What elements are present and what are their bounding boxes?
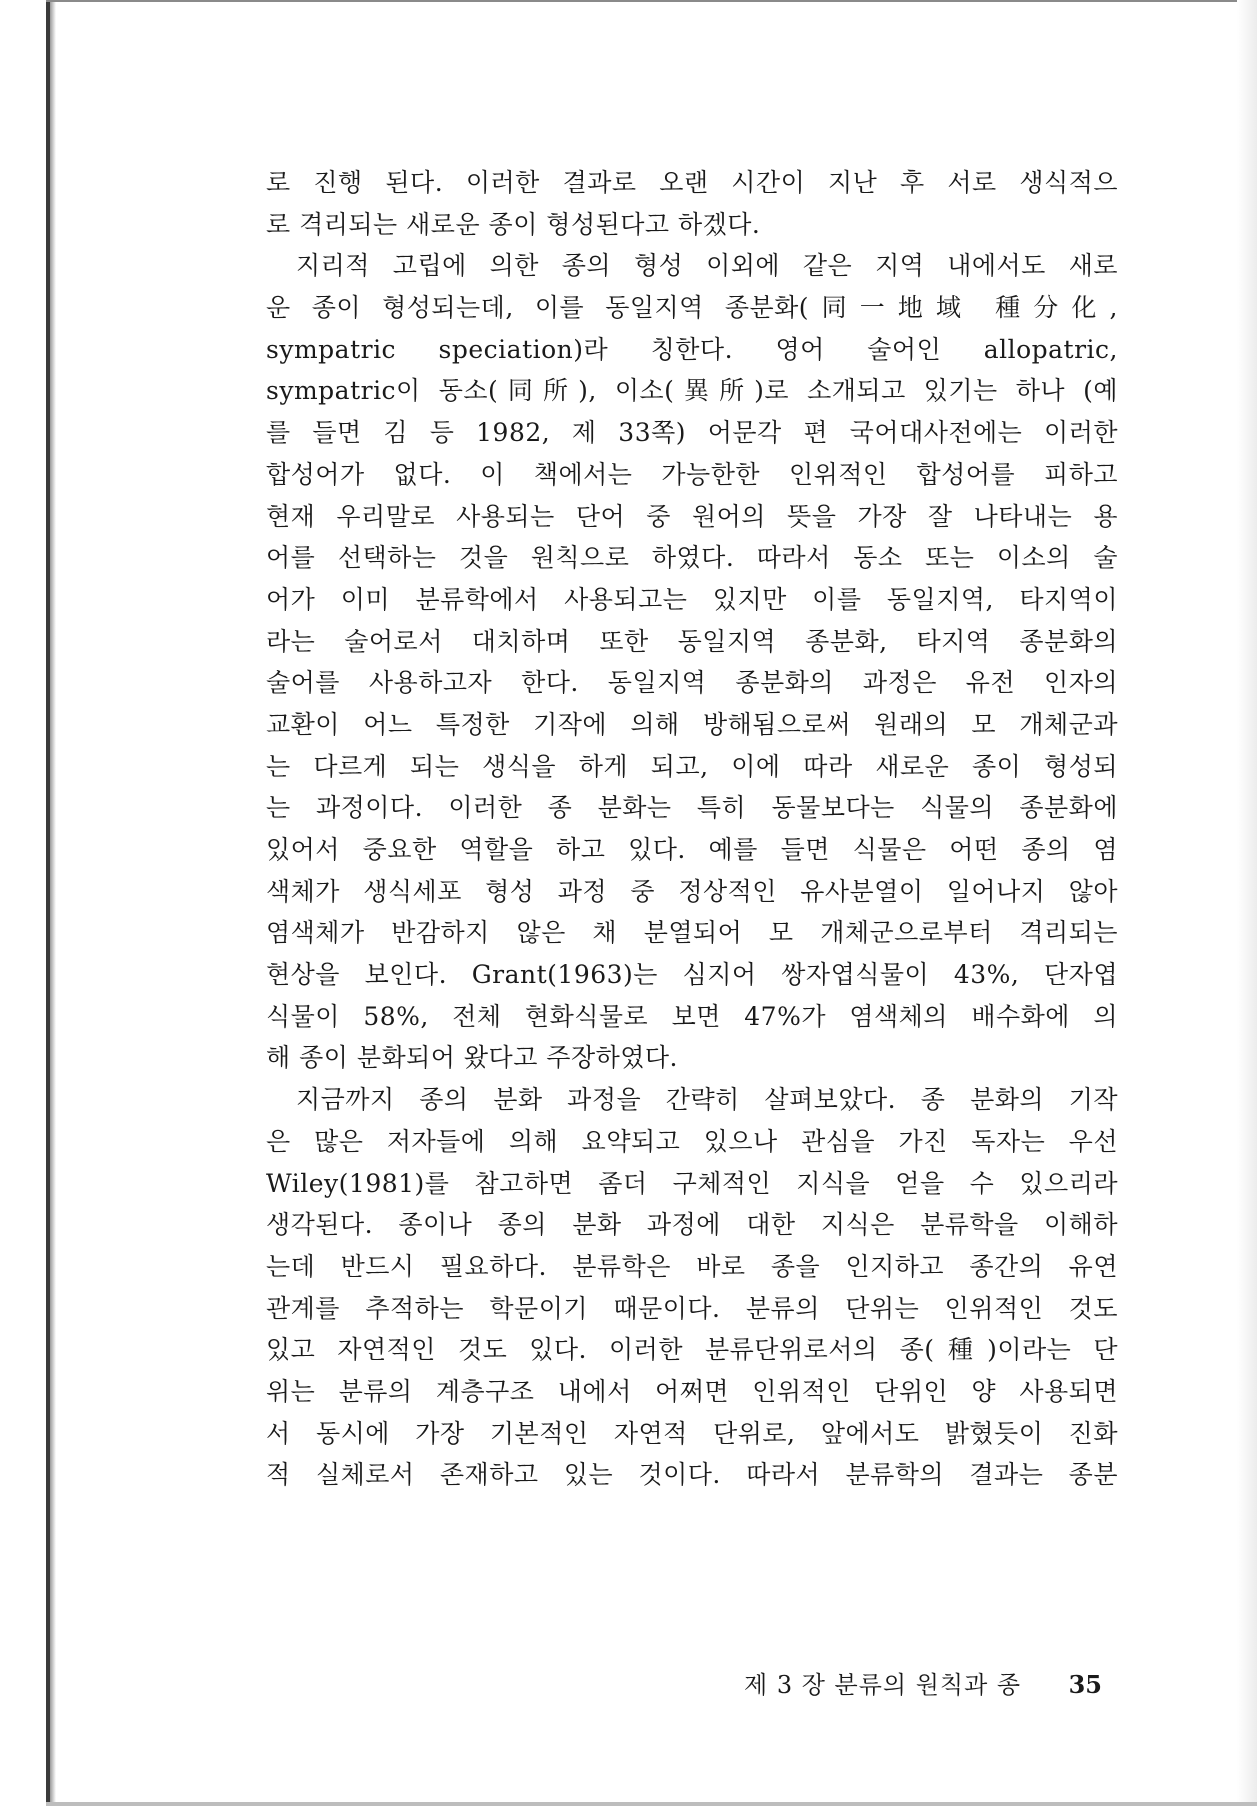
text-line: 는 과정이다. 이러한 종 분화는 특히 동물보다는 식물의 종분화에 <box>266 793 1118 823</box>
text-line: 로 진행 된다. 이러한 결과로 오랜 시간이 지난 후 서로 생식적으 <box>266 168 1118 197</box>
text-line: 로 격리되는 새로운 종이 형성된다고 하겠다. <box>266 209 761 239</box>
page-bottom-edge <box>46 1802 1257 1806</box>
text-line: 는 다르게 되는 생식을 하게 되고, 이에 따라 새로운 종이 형성되 <box>266 751 1118 781</box>
text-line: 지리적 고립에 의한 종의 형성 이외에 같은 지역 내에서도 새로 <box>296 251 1118 281</box>
body-text <box>266 162 1118 1496</box>
text-line: 를 들면 김 등 1982, 제 33쪽) 어문각 편 국어대사전에는 이러한 <box>266 418 1118 448</box>
text-line: 지금까지 종의 분화 과정을 간략히 살펴보았다. 종 분화의 기작 <box>296 1085 1118 1115</box>
text-line: 합성어가 없다. 이 책에서는 가능한한 인위적인 합성어를 피하고 <box>266 459 1118 489</box>
text-line: sympatric이 동소(同所), 이소(異所)로 소개되고 있기는 하나 (예 <box>266 376 1118 406</box>
text-line: 해 종이 분화되어 왔다고 주장하였다. <box>266 1043 678 1073</box>
text-line: 어가 이미 분류학에서 사용되고는 있지만 이를 동일지역, 타지역이 <box>266 584 1118 614</box>
text-line: 서 동시에 가장 기본적인 자연적 단위로, 앞에서도 밝혔듯이 진화 <box>266 1418 1118 1448</box>
running-footer <box>744 1667 1114 1703</box>
chapter-title: 제 3 장 분류의 원칙과 종 <box>744 1671 1022 1699</box>
text-line: 는데 반드시 필요하다. 분류학은 바로 종을 인지하고 종간의 유연 <box>266 1251 1118 1281</box>
text-line: 현상을 보인다. Grant(1963)는 심지어 쌍자엽식물이 43%, 단자엽 <box>266 960 1118 990</box>
text-line: 식물이 58%, 전체 현화식물로 보면 47%가 염색체의 배수화에 의 <box>266 1001 1118 1031</box>
text-line: 염색체가 반감하지 않은 채 분열되어 모 개체군으로부터 격리되는 <box>266 918 1118 948</box>
text-line: sympatric speciation)라 칭한다. 영어 술어인 allopatric, <box>266 334 1118 364</box>
text-line: 있어서 중요한 역할을 하고 있다. 예를 들면 식물은 어떤 종의 염 <box>266 835 1118 864</box>
text-line: 교환이 어느 특정한 기작에 의해 방해됨으로써 원래의 모 개체군과 <box>266 709 1118 739</box>
text-line: 색체가 생식세포 형성 과정 중 정상적인 유사분열이 일어나지 않아 <box>266 876 1118 906</box>
text-line: 적 실체로서 존재하고 있는 것이다. 따라서 분류학의 결과는 종분 <box>266 1460 1118 1490</box>
page-right-edge <box>1237 0 1257 1806</box>
text-line: Wiley(1981)를 참고하면 좀더 구체적인 지식을 얻을 수 있으리라 <box>266 1168 1118 1198</box>
text-line: 있고 자연적인 것도 있다. 이러한 분류단위로서의 종(種)이라는 단 <box>266 1335 1118 1365</box>
text-line: 위는 분류의 계층구조 내에서 어쩌면 인위적인 단위인 양 사용되면 <box>266 1376 1118 1406</box>
page-number: 35 <box>1068 1670 1102 1699</box>
text-line: 생각된다. 종이나 종의 분화 과정에 대한 지식은 분류학을 이해하 <box>266 1210 1118 1240</box>
text-line: 현재 우리말로 사용되는 단어 중 원어의 뜻을 가장 잘 나타내는 용 <box>266 501 1118 531</box>
text-line: 술어를 사용하고자 한다. 동일지역 종분화의 과정은 유전 인자의 <box>266 668 1118 698</box>
text-line: 관계를 추적하는 학문이기 때문이다. 분류의 단위는 인위적인 것도 <box>266 1293 1118 1323</box>
text-line: 어를 선택하는 것을 원칙으로 하였다. 따라서 동소 또는 이소의 술 <box>266 543 1118 573</box>
text-line: 운 종이 형성되는데, 이를 동일지역 종분화(同一地域 種分化, <box>266 293 1118 323</box>
page-top-edge <box>46 0 1257 2</box>
text-line: 라는 술어로서 대치하며 또한 동일지역 종분화, 타지역 종분화의 <box>266 626 1118 656</box>
spine-shadow <box>50 2 56 1802</box>
text-line: 은 많은 저자들에 의해 요약되고 있으나 관심을 가진 독자는 우선 <box>266 1126 1118 1156</box>
